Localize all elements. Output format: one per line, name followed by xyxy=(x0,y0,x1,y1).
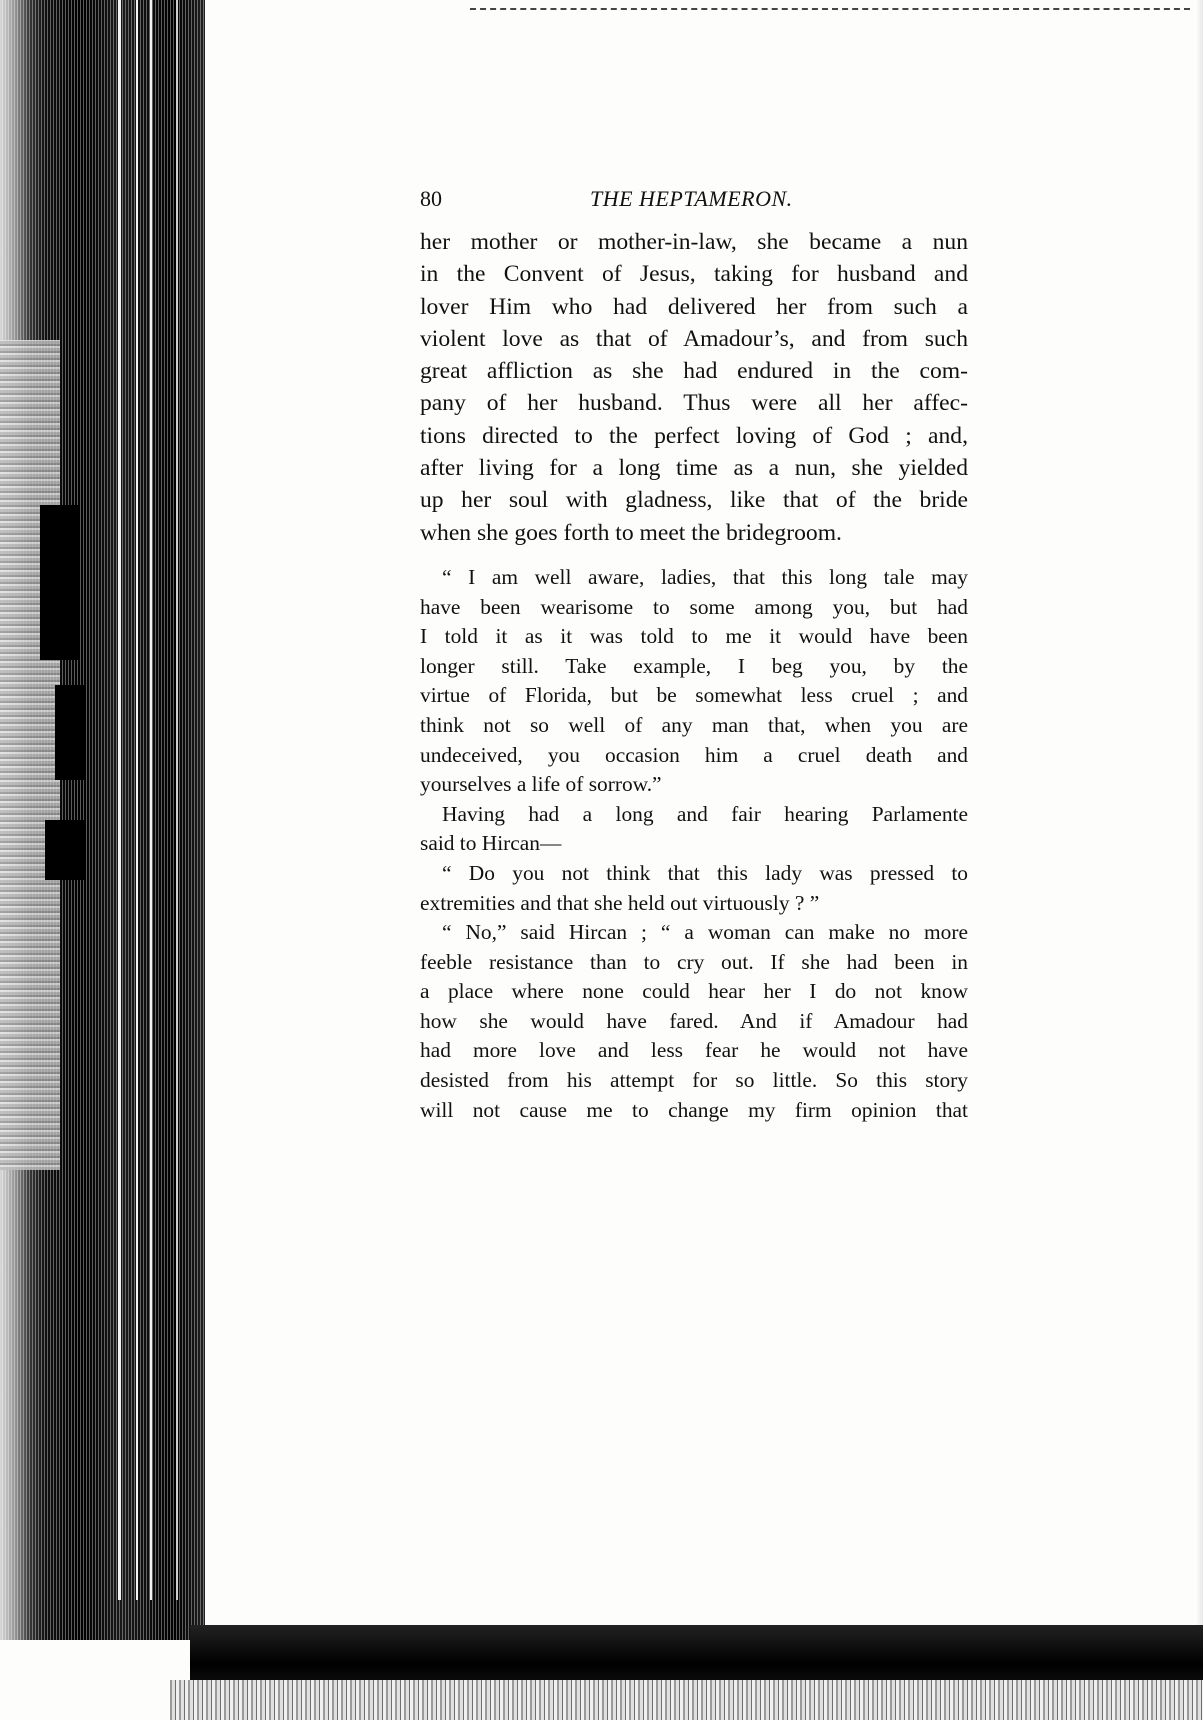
text-line: up her soul with gladness, like that of the bride xyxy=(420,487,968,514)
text-line: have been wearisome to some among you, but had xyxy=(420,594,968,619)
text-line: yourselves a life of sorrow.” xyxy=(420,772,662,797)
text-line: “ Do you not think that this lady was pressed to xyxy=(442,860,968,885)
text-line: think not so well of any man that, when you are xyxy=(420,712,968,737)
text-line: had more love and less fear he would not have xyxy=(420,1038,968,1063)
text-line: feeble resistance than to cry out. If she had been in xyxy=(420,949,968,974)
text-line: will not cause me to change my firm opinion that xyxy=(420,1097,968,1122)
text-line: “ No,” said Hircan ; “ a woman can make no more xyxy=(442,920,968,945)
text-line: desisted from his attempt for so little. So this story xyxy=(420,1068,968,1093)
running-head xyxy=(420,186,968,220)
text-line: said to Hircan— xyxy=(420,831,562,856)
paragraph-1 xyxy=(420,226,968,549)
page-edge xyxy=(1195,0,1203,1640)
top-scan-rule xyxy=(470,8,1190,10)
text-line: undeceived, you occasion him a cruel death and xyxy=(420,742,968,767)
paragraph-5 xyxy=(420,918,968,1125)
page-number: 80 xyxy=(420,186,442,211)
spine-block xyxy=(40,505,80,660)
spine-block xyxy=(45,820,85,880)
paragraph-2 xyxy=(420,563,968,800)
text-line: lover Him who had delivered her from such a xyxy=(420,293,968,320)
text-line: pany of her husband. Thus were all her affec- xyxy=(420,390,968,417)
paragraph-gap xyxy=(420,549,968,563)
spine-texture xyxy=(0,340,60,1170)
bottom-texture xyxy=(170,1680,1203,1720)
text-line: “ I am well aware, ladies, that this long tale may xyxy=(442,564,968,589)
text-line: tions directed to the perfect loving of God ; and, xyxy=(420,422,968,449)
text-line: violent love as that of Amadour’s, and from such xyxy=(420,325,968,352)
text-line: extremities and that she held out virtuously ? ” xyxy=(420,890,820,915)
text-line: how she would have fared. And if Amadour had xyxy=(420,1008,968,1033)
text-line: her mother or mother-in-law, she became a nun xyxy=(420,229,968,255)
text-line: in the Convent of Jesus, taking for husband and xyxy=(420,261,968,288)
book-title: THE HEPTAMERON. xyxy=(590,186,793,211)
spine-highlight xyxy=(118,0,121,1600)
text-line: virtue of Florida, but be somewhat less cruel ; and xyxy=(420,683,968,708)
text-line: a place where none could hear her I do not know xyxy=(420,979,968,1004)
text-line: Having had a long and fair hearing Parlamente xyxy=(442,801,968,826)
text-line: I told it as it was told to me it would have been xyxy=(420,624,968,649)
text-line: great affliction as she had endured in the com- xyxy=(420,358,968,385)
spine-highlight xyxy=(150,0,152,1600)
text-line: when she goes forth to meet the bridegroom. xyxy=(420,519,842,546)
paragraph-3 xyxy=(420,800,968,859)
spine-highlight xyxy=(176,0,178,1600)
text-line: after living for a long time as a nun, she yielded xyxy=(420,455,968,482)
spine-block xyxy=(55,685,85,780)
paragraph-4 xyxy=(420,859,968,918)
spine-highlight xyxy=(136,0,138,1600)
page-text-block xyxy=(420,186,968,1125)
text-line: longer still. Take example, I beg you, by the xyxy=(420,653,968,678)
